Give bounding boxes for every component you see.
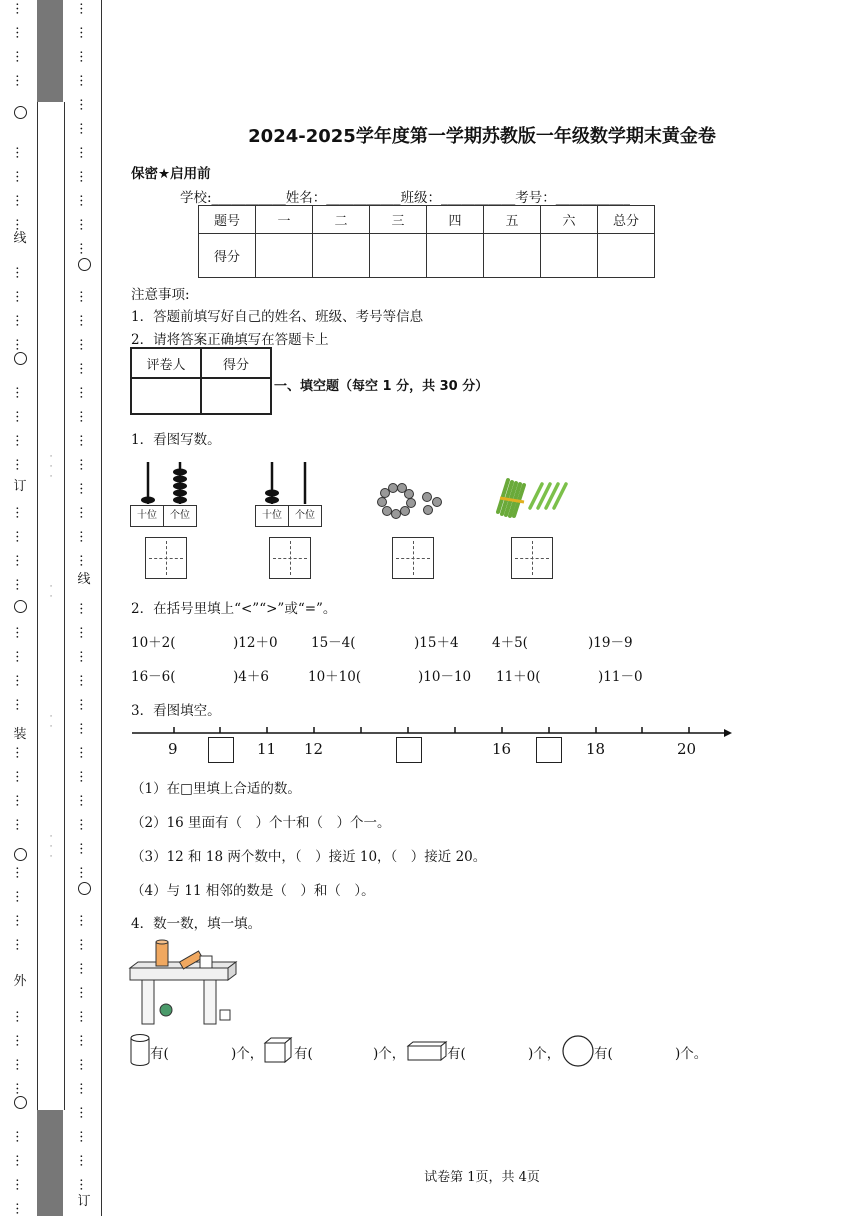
binding-margin xyxy=(0,0,104,1216)
binding-dot-mark: … xyxy=(76,842,92,855)
number-line-blank-box[interactable] xyxy=(208,737,234,763)
count-label-right: )个， xyxy=(373,1046,406,1062)
binding-dot-mark: … xyxy=(12,1058,28,1071)
notice-heading: 注意事项: xyxy=(131,287,190,303)
binding-dot-mark: … xyxy=(76,506,92,519)
binding-dot-mark: … xyxy=(12,770,28,783)
score-input-cell[interactable] xyxy=(313,234,370,278)
binding-dot-mark: … xyxy=(12,1034,28,1047)
score-input-cell[interactable] xyxy=(484,234,541,278)
binding-char-xian: 线 xyxy=(77,572,91,587)
score-input-cell[interactable] xyxy=(598,234,655,278)
binding-dot-mark: … xyxy=(76,26,92,39)
page-footer: 试卷第 1页，共 4页 xyxy=(424,1170,540,1185)
compare-right: )10－10 xyxy=(418,669,472,685)
binding-dot-mark: … xyxy=(12,194,28,207)
binding-dot-mark: … xyxy=(12,434,28,447)
abacus-rods xyxy=(255,458,325,508)
binding-dot-mark: … xyxy=(76,1130,92,1143)
binding-hole-circle xyxy=(78,882,91,895)
binding-dot-mark: … xyxy=(12,818,28,831)
page-title: 2024-2025学年度第一学期苏教版一年级数学期末黄金卷 xyxy=(248,126,716,147)
grader-input-cell[interactable] xyxy=(131,378,201,414)
score-table xyxy=(198,205,655,278)
binding-dot-mark: … xyxy=(76,482,92,495)
binding-hole-circle xyxy=(14,352,27,365)
binding-dot-mark: … xyxy=(12,266,28,279)
abacus-tens-label: 十位 xyxy=(255,505,289,527)
question-1-prompt: 1．看图写数。 xyxy=(131,432,221,448)
binding-dot-mark: … xyxy=(76,386,92,399)
binding-dot-mark: … xyxy=(12,1010,28,1023)
inner-dotted-line xyxy=(74,0,94,1216)
count-label-right: )个， xyxy=(528,1046,561,1062)
binding-dot-mark: … xyxy=(76,50,92,63)
binding-dot-mark: … xyxy=(76,530,92,543)
abacus-ones-label: 个位 xyxy=(163,505,197,527)
binding-hole-circle xyxy=(14,1096,27,1109)
binding-dot-mark: … xyxy=(76,722,92,735)
score-input-cell[interactable] xyxy=(370,234,427,278)
binding-dot-mark: … xyxy=(76,650,92,663)
binding-dot-mark: … xyxy=(76,362,92,375)
binding-gray-block xyxy=(37,0,63,102)
question-4-prompt: 4．数一数，填一填。 xyxy=(131,916,262,932)
binding-dot-mark: … xyxy=(12,2,28,15)
binding-dot-mark: … xyxy=(76,410,92,423)
score-header-cell: 题号 xyxy=(199,206,256,234)
binding-dot-mark: … xyxy=(12,554,28,567)
count-label-left: 有( xyxy=(447,1046,466,1062)
binding-dot-mark: … xyxy=(12,74,28,87)
notice-item: 2．请将答案正确填写在答题卡上 xyxy=(131,332,329,348)
binding-dot-mark: … xyxy=(76,818,92,831)
compare-right: )4＋6 xyxy=(233,669,269,685)
score-header-cell: 五 xyxy=(484,206,541,234)
binding-hole-circle xyxy=(14,600,27,613)
binding-dot-mark: … xyxy=(12,866,28,879)
binding-dot-mark: … xyxy=(12,290,28,303)
number-line-blank-box[interactable] xyxy=(536,737,562,763)
binding-dot-mark: … xyxy=(76,218,92,231)
score-header-cell: 四 xyxy=(427,206,484,234)
binding-dot-mark: … xyxy=(12,170,28,183)
binding-dot-mark: … xyxy=(76,746,92,759)
score-header-cell: 三 xyxy=(370,206,427,234)
binding-dot-mark: … xyxy=(12,410,28,423)
abacus-tens-label: 十位 xyxy=(130,505,164,527)
binding-dot-mark: … xyxy=(76,194,92,207)
section-title: 一、填空题（每空 1 分，共 30 分） xyxy=(274,379,489,394)
compare-left: 11＋0( xyxy=(496,669,541,685)
binding-dot-mark: … xyxy=(76,1058,92,1071)
binding-gray-block xyxy=(37,1110,63,1216)
number-line-label: 11 xyxy=(257,740,277,758)
binding-dot-mark: … xyxy=(76,314,92,327)
binding-dot-mark: … xyxy=(12,218,28,231)
answer-grid-box[interactable] xyxy=(269,537,311,579)
binding-dot-mark: … xyxy=(12,506,28,519)
score-header-cell: 二 xyxy=(313,206,370,234)
binding-dot-mark: … xyxy=(76,338,92,351)
binding-dot-mark: … xyxy=(76,962,92,975)
binding-dot-mark: … xyxy=(76,914,92,927)
binding-dot-mark: … xyxy=(76,122,92,135)
abacus-rods xyxy=(130,458,200,508)
answer-grid-box[interactable] xyxy=(392,537,434,579)
binding-dot-mark: … xyxy=(76,290,92,303)
score-input-cell[interactable] xyxy=(256,234,313,278)
question-2-prompt: 2．在括号里填上“<”“>”或“=”。 xyxy=(131,601,337,617)
binding-hole-circle xyxy=(14,106,27,119)
count-label-left: 有( xyxy=(150,1046,169,1062)
binding-dot-mark: … xyxy=(76,434,92,447)
binding-dot-mark: … xyxy=(12,338,28,351)
compare-right: )12＋0 xyxy=(233,635,278,651)
binding-dot-mark: … xyxy=(76,770,92,783)
number-line-label: 12 xyxy=(304,740,324,758)
grader-input-cell[interactable] xyxy=(201,378,271,414)
binding-dot-mark: … xyxy=(76,554,92,567)
grader-header: 得分 xyxy=(201,348,271,378)
compare-left: 15－4( xyxy=(311,635,356,651)
number-line-label: 20 xyxy=(677,740,697,758)
binding-dot-mark: … xyxy=(76,1154,92,1167)
grader-table xyxy=(130,347,272,415)
binding-dot-mark: … xyxy=(12,650,28,663)
binding-dot-mark: … xyxy=(76,674,92,687)
score-input-cell[interactable] xyxy=(427,234,484,278)
binding-dot-mark: … xyxy=(76,242,92,255)
binding-char-xian: 线 xyxy=(13,231,27,246)
notice-item: 1．答题前填写好自己的姓名、班级、考号等信息 xyxy=(131,309,424,325)
binding-char-ding: 订 xyxy=(13,479,27,494)
binding-dot-mark: … xyxy=(12,1130,28,1143)
binding-dot-mark: … xyxy=(12,890,28,903)
question-3-sub: （3）12 和 18 两个数中，（ ）接近 10，（ ）接近 20。 xyxy=(131,849,487,865)
compare-left: 10＋10( xyxy=(308,669,362,685)
binding-dot-mark: … xyxy=(76,74,92,87)
question-3-sub: （4）与 11 相邻的数是（ ）和（ ）。 xyxy=(131,883,375,899)
question-3-sub: （2）16 里面有（ ）个十和（ ）个一。 xyxy=(131,815,391,831)
binding-dot-mark: … xyxy=(76,698,92,711)
cylinder-icon xyxy=(129,1033,151,1067)
binding-dot-mark: … xyxy=(12,914,28,927)
binding-dot-mark: … xyxy=(76,986,92,999)
compare-right: )19－9 xyxy=(588,635,633,651)
binding-dot-mark: … xyxy=(12,938,28,951)
answer-grid-box[interactable] xyxy=(511,537,553,579)
binding-dot-mark: … xyxy=(76,458,92,471)
binding-dot-mark: … xyxy=(76,1082,92,1095)
binding-dot-mark: … xyxy=(12,146,28,159)
compare-right: )11－0 xyxy=(598,669,643,685)
secret-label: 保密★启用前 xyxy=(131,166,211,182)
compare-left: 16－6( xyxy=(131,669,176,685)
binding-char-wai: 外 xyxy=(13,974,27,989)
compare-left: 10＋2( xyxy=(131,635,176,651)
score-header-cell: 总分 xyxy=(598,206,655,234)
binding-white-strip: · · · · · · · · · · xyxy=(37,102,65,1110)
binding-hole-circle xyxy=(14,848,27,861)
binding-dot-mark: … xyxy=(76,866,92,879)
binding-dot-mark: … xyxy=(76,146,92,159)
binding-dot-mark: … xyxy=(12,50,28,63)
number-line-label: 9 xyxy=(168,740,178,758)
binding-dot-mark: … xyxy=(76,170,92,183)
sphere-icon xyxy=(561,1034,595,1068)
count-label-right: )个， xyxy=(231,1046,264,1062)
number-line-label: 18 xyxy=(586,740,606,758)
grader-header: 评卷人 xyxy=(131,348,201,378)
binding-dot-mark: … xyxy=(76,626,92,639)
binding-char-zhuang: 装 xyxy=(13,727,27,742)
cuboid-icon xyxy=(406,1040,448,1062)
binding-dot-mark: … xyxy=(76,2,92,15)
binding-dot-mark: … xyxy=(76,1034,92,1047)
binding-dot-mark: … xyxy=(76,602,92,615)
binding-dot-mark: … xyxy=(12,578,28,591)
student-info-line[interactable]: 学校:___________姓名：___________班级：___________考号：___________ xyxy=(180,190,631,206)
number-line-label: 16 xyxy=(492,740,512,758)
count-label-left: 有( xyxy=(594,1046,613,1062)
binding-dot-mark: … xyxy=(76,1178,92,1191)
compare-left: 4＋5( xyxy=(492,635,528,651)
binding-dot-mark: … xyxy=(12,746,28,759)
binding-char-ding: 订 xyxy=(77,1194,91,1209)
binding-dot-mark: … xyxy=(12,386,28,399)
binding-dot-mark: … xyxy=(12,26,28,39)
binding-dot-mark: … xyxy=(12,794,28,807)
binding-dot-mark: … xyxy=(12,674,28,687)
number-line-blank-box[interactable] xyxy=(396,737,422,763)
score-input-cell[interactable] xyxy=(541,234,598,278)
binding-dot-mark: … xyxy=(76,938,92,951)
binding-dot-mark: … xyxy=(76,1010,92,1023)
binding-dot-mark: … xyxy=(12,626,28,639)
bead-ring-figure xyxy=(376,482,448,522)
binding-border-line xyxy=(101,0,102,1216)
table-with-solids-figure xyxy=(128,938,240,1028)
score-row-label: 得分 xyxy=(199,234,256,278)
binding-dot-mark: … xyxy=(76,794,92,807)
binding-dot-mark: … xyxy=(76,98,92,111)
count-label-right: )个。 xyxy=(675,1046,708,1062)
score-header-cell: 六 xyxy=(541,206,598,234)
binding-dot-mark: … xyxy=(12,1202,28,1215)
count-label-left: 有( xyxy=(294,1046,313,1062)
binding-dot-mark: … xyxy=(12,698,28,711)
binding-dot-mark: … xyxy=(12,530,28,543)
binding-dot-mark: … xyxy=(12,458,28,471)
binding-dot-mark: … xyxy=(12,1178,28,1191)
binding-dot-mark: … xyxy=(12,1154,28,1167)
question-3-prompt: 3．看图填空。 xyxy=(131,703,221,719)
stick-bundle-figure xyxy=(494,472,574,522)
binding-hole-circle xyxy=(78,258,91,271)
binding-dot-mark: … xyxy=(12,314,28,327)
cube-icon xyxy=(263,1036,293,1064)
binding-dot-mark: … xyxy=(12,1082,28,1095)
question-3-sub: （1）在□里填上合适的数。 xyxy=(131,781,301,797)
abacus-ones-label: 个位 xyxy=(288,505,322,527)
compare-right: )15＋4 xyxy=(414,635,459,651)
binding-dot-mark: … xyxy=(76,1106,92,1119)
answer-grid-box[interactable] xyxy=(145,537,187,579)
score-header-cell: 一 xyxy=(256,206,313,234)
